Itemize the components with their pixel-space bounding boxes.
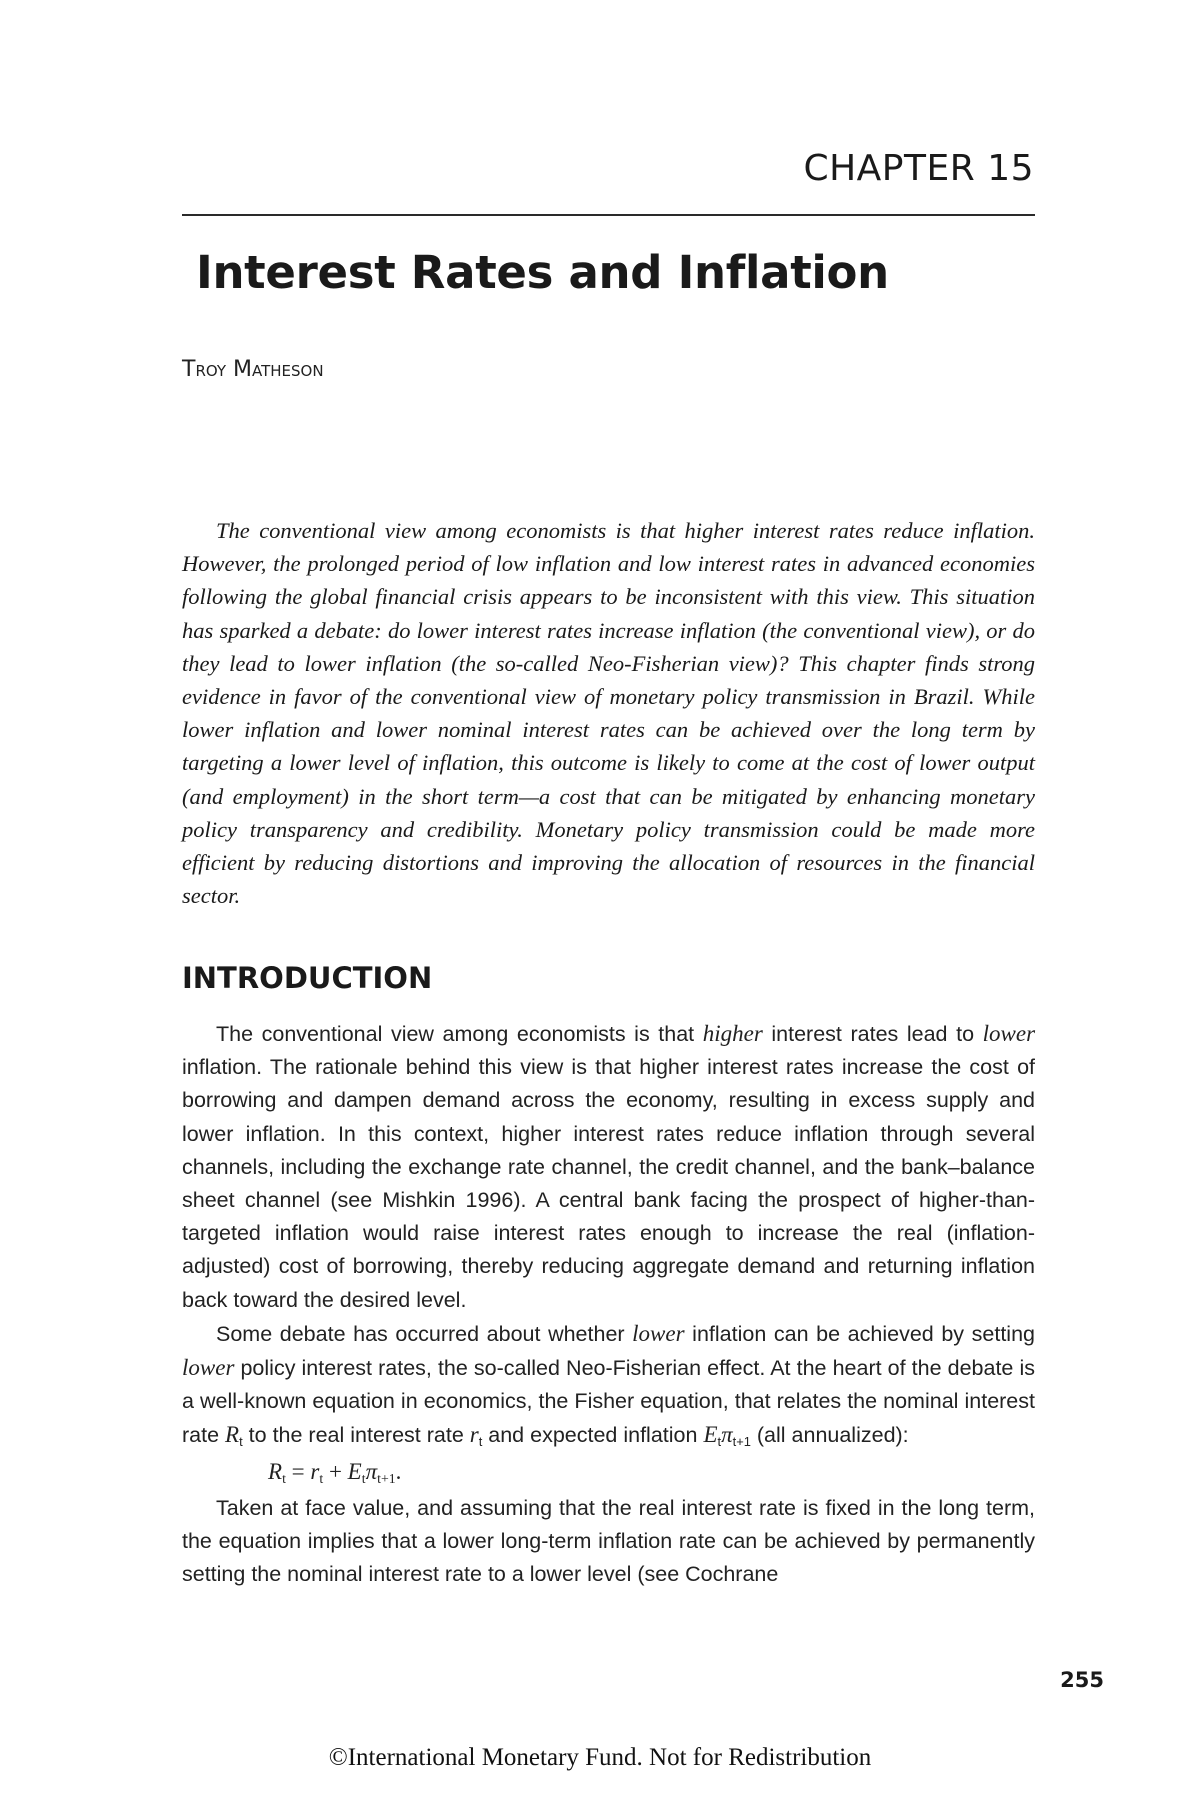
- fisher-equation: $R_t = r_t + E_t\pi_{t+1}$.: [268, 1458, 402, 1486]
- page-number: 255: [1060, 1668, 1104, 1692]
- chapter-title: Interest Rates and Inflation: [196, 246, 889, 299]
- body-text: [182, 1017, 1035, 1591]
- chapter-label: CHAPTER 15: [803, 148, 1034, 189]
- paragraph-1: The conventional view among economists is that higher interest rates lead to lower inflation. The rationale behind this view is that higher interest rates increase the cost of borrowing and dampen demand across the economy, resulting in excess supply and lower inflation. In this context, higher interest rates reduce inflation through several channels, including the exchange rate channel, the credit channel, and the bank–balance sheet channel (see Mishkin 1996). A central bank facing the prospect of higher-than-targeted inflation would raise interest rates enough to increase the real (inflation-adjusted) cost of borrowing, thereby reducing aggregate demand and returning inflation back toward the desired level.: [182, 1021, 1036, 1312]
- abstract: The conventional view among economists is that higher interest rates reduce inflation. However, the prolonged period of low inflation and low interest rates in advanced economies following the global financial crisis appears to be inconsistent with this view. This situation has sparked a debate: do lower interest rates increase inflation (the conventional view), or do they lead to lower inflation (the so-called Neo-Fisherian view)? This chapter finds strong evidence in favor of the conventional view of monetary policy transmission in Brazil. While lower inflation and lower nominal interest rates can be achieved over the long term by targeting a lower level of inflation, this outcome is likely to come at the cost of lower output (and employment) in the short term—a cost that can be mitigated by enhancing monetary policy transparency and credibility. Monetary policy transmission could be made more efficient by reducing distortions and improving the allocation of resources in the financial sector.: [182, 518, 1035, 909]
- symbol-real-rate: r: [469, 1422, 479, 1448]
- symbol-nominal-rate: R: [225, 1422, 240, 1448]
- paragraph-3: Taken at face value, and assuming that the real interest rate is fixed in the long term, the equation implies that a lower long-term inflation rate can be achieved by permanently setting the nominal interest rate to a lower level (see Cochrane: [182, 1495, 1035, 1587]
- symbol-expectation: E: [703, 1422, 718, 1448]
- paragraph-2: Some debate has occurred about whether lower inflation can be achieved by setting lower policy interest rates, the so-called Neo-Fisherian effect. At the heart of the debate is a well-known equation in economics, the Fisher equation, that relates the nominal interest rate $R_t$ to the real interest rate $r_t$ and expected inflation $E_t\pi_{t+1}$ (all annualized):: [182, 1320, 1035, 1450]
- section-heading-introduction: INTRODUCTION: [182, 961, 433, 995]
- copyright-notice: ©International Monetary Fund. Not for Redistribution: [328, 1744, 872, 1771]
- symbol-inflation: π: [721, 1422, 733, 1448]
- author-name: Troy Matheson: [182, 357, 324, 382]
- header-rule: [182, 214, 1035, 216]
